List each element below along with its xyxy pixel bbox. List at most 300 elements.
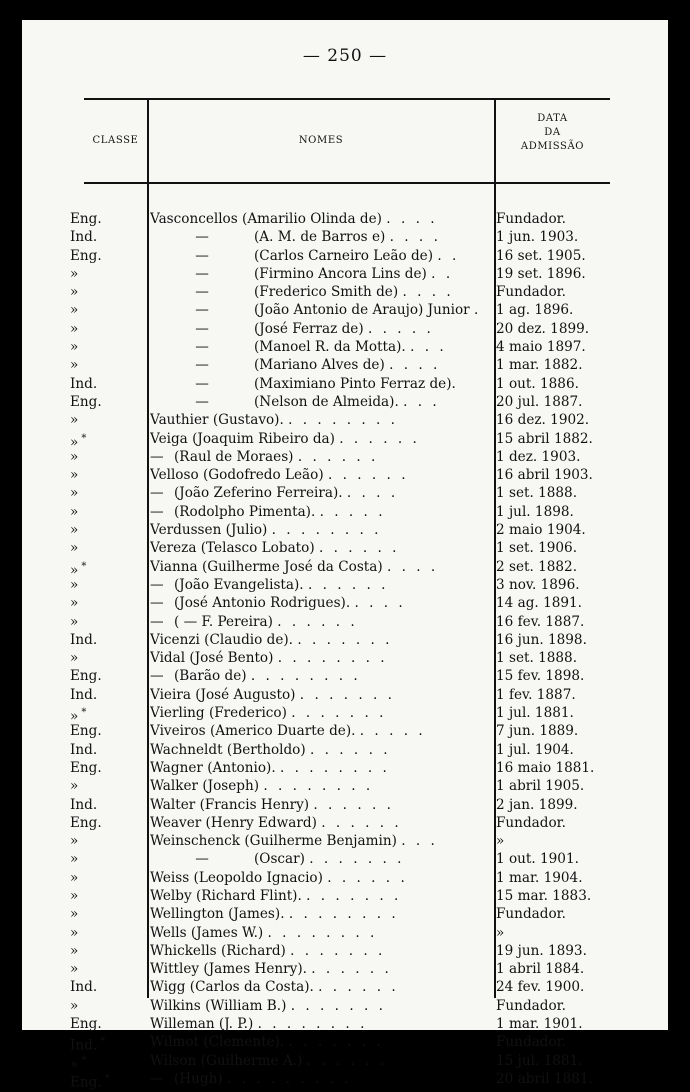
classe-cell bbox=[70, 247, 140, 265]
table-row bbox=[22, 942, 668, 960]
classe-cell bbox=[70, 393, 140, 411]
nome-cell bbox=[150, 905, 490, 923]
classe-text: Eng. bbox=[70, 759, 102, 776]
leader-dots: . . . bbox=[401, 833, 438, 850]
ditto-dash: — bbox=[195, 229, 209, 246]
nome-cell bbox=[150, 997, 490, 1015]
ditto-dash: — bbox=[150, 485, 164, 502]
ditto-dash: — bbox=[195, 375, 209, 392]
nome-text: Wilkins (William B.) bbox=[150, 997, 291, 1014]
nome-text: (Raul de Moraes) bbox=[174, 448, 298, 465]
data-admissao-cell: 1 set. 1888. bbox=[496, 485, 578, 502]
classe-cell bbox=[70, 301, 140, 319]
table-row bbox=[22, 759, 668, 777]
classe-text: Ind. bbox=[70, 375, 98, 392]
data-admissao-cell: 3 nov. 1896. bbox=[496, 576, 580, 593]
nome-text: Weinschenck (Guilherme Benjamin) bbox=[150, 833, 402, 850]
classe-cell bbox=[70, 484, 140, 502]
data-admissao-cell: Fundador. bbox=[496, 211, 566, 227]
leader-dots: . . . . . . . . bbox=[288, 412, 398, 429]
table-row bbox=[22, 832, 668, 850]
leader-dots: . . . . . . bbox=[327, 467, 409, 484]
nome-text: (Rodolpho Pimenta). bbox=[174, 503, 320, 520]
classe-cell bbox=[70, 667, 140, 685]
classe-text: Eng. bbox=[70, 1074, 102, 1091]
leader-dots: . . . . . . . bbox=[297, 631, 393, 648]
table-row bbox=[22, 576, 668, 594]
document-page bbox=[22, 20, 668, 1091]
classe-cell bbox=[70, 210, 140, 228]
nome-text: (João Zeferino Ferreira). bbox=[174, 485, 347, 502]
table-row bbox=[22, 283, 668, 301]
data-admissao-cell: 1 abril 1905. bbox=[496, 778, 585, 795]
classe-text: Eng. bbox=[70, 814, 102, 831]
leader-dots: . . bbox=[431, 265, 454, 282]
nome-cell bbox=[150, 796, 490, 814]
nome-cell bbox=[150, 503, 490, 521]
nome-text: (Barão de) bbox=[174, 668, 251, 685]
leader-dots: . . . . . . . bbox=[309, 851, 405, 868]
classe-cell bbox=[70, 283, 140, 301]
table-row bbox=[22, 558, 668, 579]
data-admissao-cell: 16 set. 1905. bbox=[496, 247, 586, 264]
nome-text: Vianna (Guilherme José da Costa) bbox=[150, 558, 387, 575]
data-admissao-cell: 16 abril 1903. bbox=[496, 467, 593, 484]
leader-dots: . . bbox=[437, 247, 460, 264]
leader-dots: . . . . . . bbox=[327, 869, 408, 886]
nome-cell bbox=[150, 978, 490, 996]
nome-cell bbox=[150, 759, 490, 777]
leader-dots: . . . . bbox=[402, 284, 454, 301]
classe-text: » bbox=[70, 448, 79, 465]
leader-dots: . . . . . . . . bbox=[271, 522, 382, 539]
leader-dots: . . . . . bbox=[319, 503, 386, 520]
table-row bbox=[22, 503, 668, 521]
data-admissao-cell: Fundador. bbox=[496, 1034, 566, 1051]
table-row bbox=[22, 814, 668, 832]
data-admissao-cell: » bbox=[496, 833, 505, 850]
leader-dots: . . . . . . . . bbox=[267, 924, 378, 941]
data-admissao-cell: 1 jul. 1881. bbox=[496, 705, 574, 722]
data-admissao-cell: 1 abril 1884. bbox=[496, 961, 585, 978]
classe-cell bbox=[70, 338, 140, 356]
ditto-dash: — bbox=[150, 448, 164, 465]
nome-cell bbox=[150, 484, 490, 502]
data-admissao-cell: 1 out. 1886. bbox=[496, 375, 579, 392]
leader-dots: . . . . . . . . . bbox=[227, 1070, 352, 1087]
classe-cell bbox=[70, 375, 140, 393]
classe-cell bbox=[70, 960, 140, 978]
leader-dots: . bbox=[473, 302, 482, 319]
nome-cell bbox=[150, 228, 490, 246]
classe-cell bbox=[70, 1015, 140, 1033]
data-admissao-cell: 1 jul. 1904. bbox=[496, 741, 574, 758]
ditto-dash: — bbox=[150, 1070, 164, 1087]
nome-cell bbox=[150, 430, 490, 448]
nome-text: Wilson (Guilherme A.) bbox=[150, 1052, 307, 1069]
data-admissao-cell: 1 fev. 1887. bbox=[496, 686, 576, 703]
table-row bbox=[22, 430, 668, 451]
data-admissao-cell: 16 maio 1881. bbox=[496, 759, 595, 776]
asterisk-mark: * bbox=[100, 1036, 106, 1048]
leader-dots: . . . . . . bbox=[318, 979, 399, 996]
classe-text: Ind. bbox=[70, 686, 98, 703]
nome-cell bbox=[150, 686, 490, 704]
classe-cell bbox=[70, 777, 140, 795]
leader-dots: . . . . . . bbox=[311, 961, 392, 978]
classe-cell bbox=[70, 594, 140, 612]
data-admissao-cell: 16 fev. 1887. bbox=[496, 613, 585, 630]
table-row bbox=[22, 741, 668, 759]
nome-cell bbox=[150, 649, 490, 667]
header-data-line3: ADMISSÃO bbox=[520, 141, 585, 152]
nome-text: (João Evangelista). bbox=[174, 576, 308, 593]
data-admissao-cell: 24 fev. 1900. bbox=[496, 979, 585, 996]
page-number: — 250 — bbox=[302, 46, 388, 66]
nome-text: (Manoel R. da Motta). bbox=[254, 339, 411, 356]
nome-text: Wilmot (Clemente). bbox=[150, 1034, 289, 1051]
nome-text: ( — F. Pereira) bbox=[174, 613, 278, 630]
table-row bbox=[22, 539, 668, 557]
header-data bbox=[495, 112, 610, 154]
data-admissao-cell: 20 jul. 1887. bbox=[496, 393, 583, 410]
ditto-dash: — bbox=[195, 320, 209, 337]
classe-cell bbox=[70, 978, 140, 996]
nome-cell bbox=[150, 576, 490, 594]
table-row bbox=[22, 448, 668, 466]
classe-text: » bbox=[70, 708, 79, 725]
leader-dots: . . . . . . . . bbox=[257, 1016, 368, 1033]
asterisk-mark: * bbox=[81, 560, 87, 572]
nome-text: (Hugh) bbox=[174, 1070, 227, 1087]
classe-text: » bbox=[70, 357, 79, 374]
nome-cell bbox=[150, 411, 490, 429]
leader-dots: . . . . bbox=[389, 229, 441, 246]
classe-text: Ind. bbox=[70, 796, 98, 813]
nome-text: (João Antonio de Araujo) Junior bbox=[254, 302, 474, 319]
data-admissao-cell: 1 ag. 1896. bbox=[496, 302, 574, 319]
leader-dots: . . . . . . bbox=[321, 814, 402, 831]
leader-dots: . . . . bbox=[354, 595, 406, 612]
classe-text: » bbox=[70, 434, 79, 451]
data-admissao-cell: 4 maio 1897. bbox=[496, 339, 586, 356]
ditto-dash: — bbox=[150, 503, 164, 520]
leader-dots: . . . . bbox=[346, 485, 399, 502]
classe-cell bbox=[70, 741, 140, 759]
classe-cell bbox=[70, 997, 140, 1015]
data-admissao-cell: 19 set. 1896. bbox=[496, 265, 586, 282]
table-row bbox=[22, 265, 668, 283]
nome-text: Vidal (José Bento) bbox=[150, 650, 278, 667]
nome-cell bbox=[150, 448, 490, 466]
table-row bbox=[22, 649, 668, 667]
data-admissao-cell: 1 mar. 1904. bbox=[496, 869, 583, 886]
nome-text: (Carlos Carneiro Leão de) bbox=[254, 247, 438, 264]
nome-cell bbox=[150, 942, 490, 960]
classe-text: » bbox=[70, 906, 79, 923]
table-row bbox=[22, 796, 668, 814]
nome-cell bbox=[150, 1070, 490, 1088]
table-row bbox=[22, 1015, 668, 1033]
classe-cell bbox=[70, 905, 140, 923]
nome-text: Whickells (Richard) bbox=[150, 942, 291, 959]
data-admissao-cell: 14 ag. 1891. bbox=[496, 595, 582, 612]
nome-cell bbox=[150, 631, 490, 649]
leader-dots: . . . . . . bbox=[306, 1052, 388, 1069]
nome-cell bbox=[150, 375, 490, 393]
leader-dots: . . . . . . bbox=[339, 430, 420, 447]
nome-text: Walker (Joseph) bbox=[150, 778, 264, 795]
table-row bbox=[22, 722, 668, 740]
table-row bbox=[22, 960, 668, 978]
classe-cell bbox=[70, 265, 140, 283]
member-list bbox=[22, 210, 668, 1091]
leader-dots: . . . . . . . . bbox=[250, 668, 361, 685]
nome-text: Vasconcellos (Amarilio Olinda de) bbox=[150, 211, 387, 227]
table-row bbox=[22, 704, 668, 725]
ditto-dash: — bbox=[195, 339, 209, 356]
classe-text: » bbox=[70, 924, 79, 941]
nome-cell bbox=[150, 814, 490, 832]
table-row bbox=[22, 978, 668, 996]
classe-cell bbox=[70, 759, 140, 777]
classe-text: » bbox=[70, 833, 79, 850]
classe-text: Ind. bbox=[70, 979, 98, 996]
ditto-dash: — bbox=[150, 668, 164, 685]
classe-text: » bbox=[70, 613, 79, 630]
table-row bbox=[22, 686, 668, 704]
nome-cell bbox=[150, 1052, 490, 1070]
classe-cell bbox=[70, 356, 140, 374]
table-row bbox=[22, 613, 668, 631]
ditto-dash: — bbox=[195, 284, 209, 301]
nome-cell bbox=[150, 1015, 490, 1033]
nome-text: Verdussen (Julio) bbox=[150, 522, 272, 539]
table-row bbox=[22, 210, 668, 228]
nome-cell bbox=[150, 356, 490, 374]
leader-dots: . . . . . . bbox=[297, 448, 379, 465]
table-row bbox=[22, 356, 668, 374]
table-row bbox=[22, 411, 668, 429]
classe-cell bbox=[70, 613, 140, 631]
nome-text: (Mariano Alves de) bbox=[254, 357, 390, 374]
nome-text: (Frederico Smith de) bbox=[254, 284, 403, 301]
table-row bbox=[22, 301, 668, 319]
classe-cell bbox=[70, 850, 140, 868]
nome-cell bbox=[150, 960, 490, 978]
classe-cell bbox=[70, 796, 140, 814]
header-nomes: NOMES bbox=[298, 135, 344, 146]
nome-text: Vieira (José Augusto) bbox=[150, 686, 300, 703]
data-admissao-cell: » bbox=[496, 924, 505, 941]
nome-cell bbox=[150, 210, 490, 228]
classe-text: » bbox=[70, 562, 79, 579]
leader-dots: . . . . . . . bbox=[291, 705, 387, 722]
nome-text: Vauthier (Gustavo). bbox=[150, 412, 289, 429]
ditto-dash: — bbox=[195, 247, 209, 264]
classe-text: » bbox=[70, 778, 79, 795]
table-row bbox=[22, 338, 668, 356]
classe-cell bbox=[70, 814, 140, 832]
data-admissao-cell: Fundador. bbox=[496, 997, 566, 1014]
classe-text: » bbox=[70, 467, 79, 484]
leader-dots: . . . . . . . . bbox=[263, 778, 374, 795]
classe-cell bbox=[70, 832, 140, 850]
leader-dots: . . . . . . . . bbox=[288, 906, 399, 923]
table-row bbox=[22, 1033, 668, 1054]
classe-text: » bbox=[70, 302, 79, 319]
classe-text: » bbox=[70, 284, 79, 301]
classe-text: » bbox=[70, 595, 79, 612]
nome-cell bbox=[150, 869, 490, 887]
table-row bbox=[22, 228, 668, 246]
nome-cell bbox=[150, 777, 490, 795]
ditto-dash: — bbox=[195, 265, 209, 282]
classe-cell bbox=[70, 521, 140, 539]
classe-cell bbox=[70, 1070, 140, 1092]
header-classe: CLASSE bbox=[92, 135, 139, 146]
leader-dots: . . . . . . . bbox=[288, 1034, 384, 1051]
classe-cell bbox=[70, 320, 140, 338]
nome-text: (Maximiano Pinto Ferraz de). bbox=[254, 375, 456, 392]
nome-cell bbox=[150, 466, 490, 484]
ditto-dash: — bbox=[150, 576, 164, 593]
table-row bbox=[22, 997, 668, 1015]
classe-cell bbox=[70, 576, 140, 594]
nome-text: Welby (Richard Flint). bbox=[150, 887, 307, 904]
classe-cell bbox=[70, 448, 140, 466]
nome-cell bbox=[150, 722, 490, 740]
nome-cell bbox=[150, 924, 490, 942]
classe-text: » bbox=[70, 961, 79, 978]
data-admissao-cell: 15 mar. 1883. bbox=[496, 887, 592, 904]
leader-dots: . . . . . . . . bbox=[279, 759, 390, 776]
leader-dots: . . . . . . bbox=[307, 576, 389, 593]
nome-cell bbox=[150, 521, 490, 539]
classe-cell bbox=[70, 924, 140, 942]
classe-text: » bbox=[70, 522, 79, 539]
data-admissao-cell: 1 mar. 1901. bbox=[496, 1016, 583, 1033]
leader-dots: . . . bbox=[403, 393, 440, 410]
table-row bbox=[22, 869, 668, 887]
asterisk-mark: * bbox=[81, 432, 87, 444]
leader-dots: . . . . . . . bbox=[290, 997, 386, 1014]
nome-text: Wachneldt (Bertholdo) bbox=[150, 741, 310, 758]
nome-text: Wagner (Antonio). bbox=[150, 759, 280, 776]
data-admissao-cell: 1 set. 1888. bbox=[496, 650, 578, 667]
data-admissao-cell: 1 dez. 1903. bbox=[496, 448, 581, 465]
classe-text: » bbox=[70, 339, 79, 356]
data-admissao-cell: 1 mar. 1882. bbox=[496, 357, 583, 374]
nome-text: Willeman (J. P.) bbox=[150, 1016, 258, 1033]
classe-cell bbox=[70, 942, 140, 960]
leader-dots: . . . bbox=[410, 339, 447, 356]
leader-dots: . . . . . . bbox=[313, 796, 394, 813]
leader-dots: . . . . . . . . bbox=[277, 650, 388, 667]
table-row bbox=[22, 521, 668, 539]
leader-dots: . . . . . . . bbox=[290, 942, 386, 959]
classe-text: » bbox=[70, 869, 79, 886]
classe-cell bbox=[70, 869, 140, 887]
table-row bbox=[22, 393, 668, 411]
table-row bbox=[22, 924, 668, 942]
classe-text: Eng. bbox=[70, 247, 102, 264]
nome-text: Vereza (Telasco Lobato) bbox=[150, 540, 319, 557]
data-admissao-cell: 1 out. 1901. bbox=[496, 851, 579, 868]
ditto-dash: — bbox=[150, 595, 164, 612]
table-row bbox=[22, 777, 668, 795]
leader-dots: . . . . . . bbox=[277, 613, 358, 630]
table-row bbox=[22, 320, 668, 338]
nome-cell bbox=[150, 1033, 490, 1051]
nome-text: Wellington (James). bbox=[150, 906, 289, 923]
nome-text: Wittley (James Henry). bbox=[150, 961, 312, 978]
nome-cell bbox=[150, 667, 490, 685]
data-admissao-cell: 16 dez. 1902. bbox=[496, 412, 590, 429]
classe-text: » bbox=[70, 540, 79, 557]
classe-text: Eng. bbox=[70, 393, 102, 410]
classe-text: » bbox=[70, 650, 79, 667]
data-admissao-cell: 2 set. 1882. bbox=[496, 558, 578, 575]
ditto-dash: — bbox=[195, 851, 209, 868]
nome-text: Wells (James W.) bbox=[150, 924, 268, 941]
classe-text: Eng. bbox=[70, 723, 102, 740]
nome-text: Wigg (Carlos da Costa). bbox=[150, 979, 319, 996]
top-rule bbox=[84, 98, 610, 100]
leader-dots: . . . . . . bbox=[310, 741, 391, 758]
nome-text: (A. M. de Barros e) bbox=[254, 229, 390, 246]
ditto-dash: — bbox=[195, 357, 209, 374]
data-admissao-cell: 16 jun. 1898. bbox=[496, 631, 587, 648]
classe-text: Eng. bbox=[70, 211, 102, 227]
asterisk-mark: * bbox=[104, 1072, 110, 1084]
nome-text: (José Antonio Rodrigues). bbox=[174, 595, 355, 612]
nome-text: Velloso (Godofredo Leão) bbox=[150, 467, 328, 484]
data-admissao-cell: 7 jun. 1889. bbox=[496, 723, 579, 740]
leader-dots: . . . . . . bbox=[318, 540, 400, 557]
table-row bbox=[22, 375, 668, 393]
data-admissao-cell: 15 jul. 1881. bbox=[496, 1052, 583, 1069]
nome-cell bbox=[150, 850, 490, 868]
data-admissao-cell: Fundador. bbox=[496, 284, 566, 301]
classe-cell bbox=[70, 686, 140, 704]
nome-cell bbox=[150, 613, 490, 631]
table-row bbox=[22, 594, 668, 612]
header-bottom-rule bbox=[84, 182, 610, 184]
nome-cell bbox=[150, 393, 490, 411]
header-data-line1: DATA bbox=[537, 113, 568, 124]
table-row bbox=[22, 1052, 668, 1073]
data-admissao-cell: 2 jan. 1899. bbox=[496, 796, 578, 813]
classe-text: Ind. bbox=[70, 631, 98, 648]
nome-cell bbox=[150, 558, 490, 576]
classe-text: » bbox=[70, 997, 79, 1014]
data-admissao-cell: 2 maio 1904. bbox=[496, 522, 586, 539]
nome-text: (Firmino Ancora Lins de) bbox=[254, 265, 432, 282]
table-row bbox=[22, 1070, 668, 1091]
nome-cell bbox=[150, 887, 490, 905]
ditto-dash: — bbox=[150, 613, 164, 630]
classe-cell bbox=[70, 466, 140, 484]
table-row bbox=[22, 484, 668, 502]
leader-dots: . . . . bbox=[387, 558, 439, 575]
data-admissao-cell: 1 set. 1906. bbox=[496, 540, 578, 557]
nome-cell bbox=[150, 704, 490, 722]
classe-cell bbox=[70, 411, 140, 429]
classe-text: » bbox=[70, 320, 79, 337]
classe-text: Eng. bbox=[70, 668, 102, 685]
nome-text: Vierling (Frederico) bbox=[150, 705, 292, 722]
